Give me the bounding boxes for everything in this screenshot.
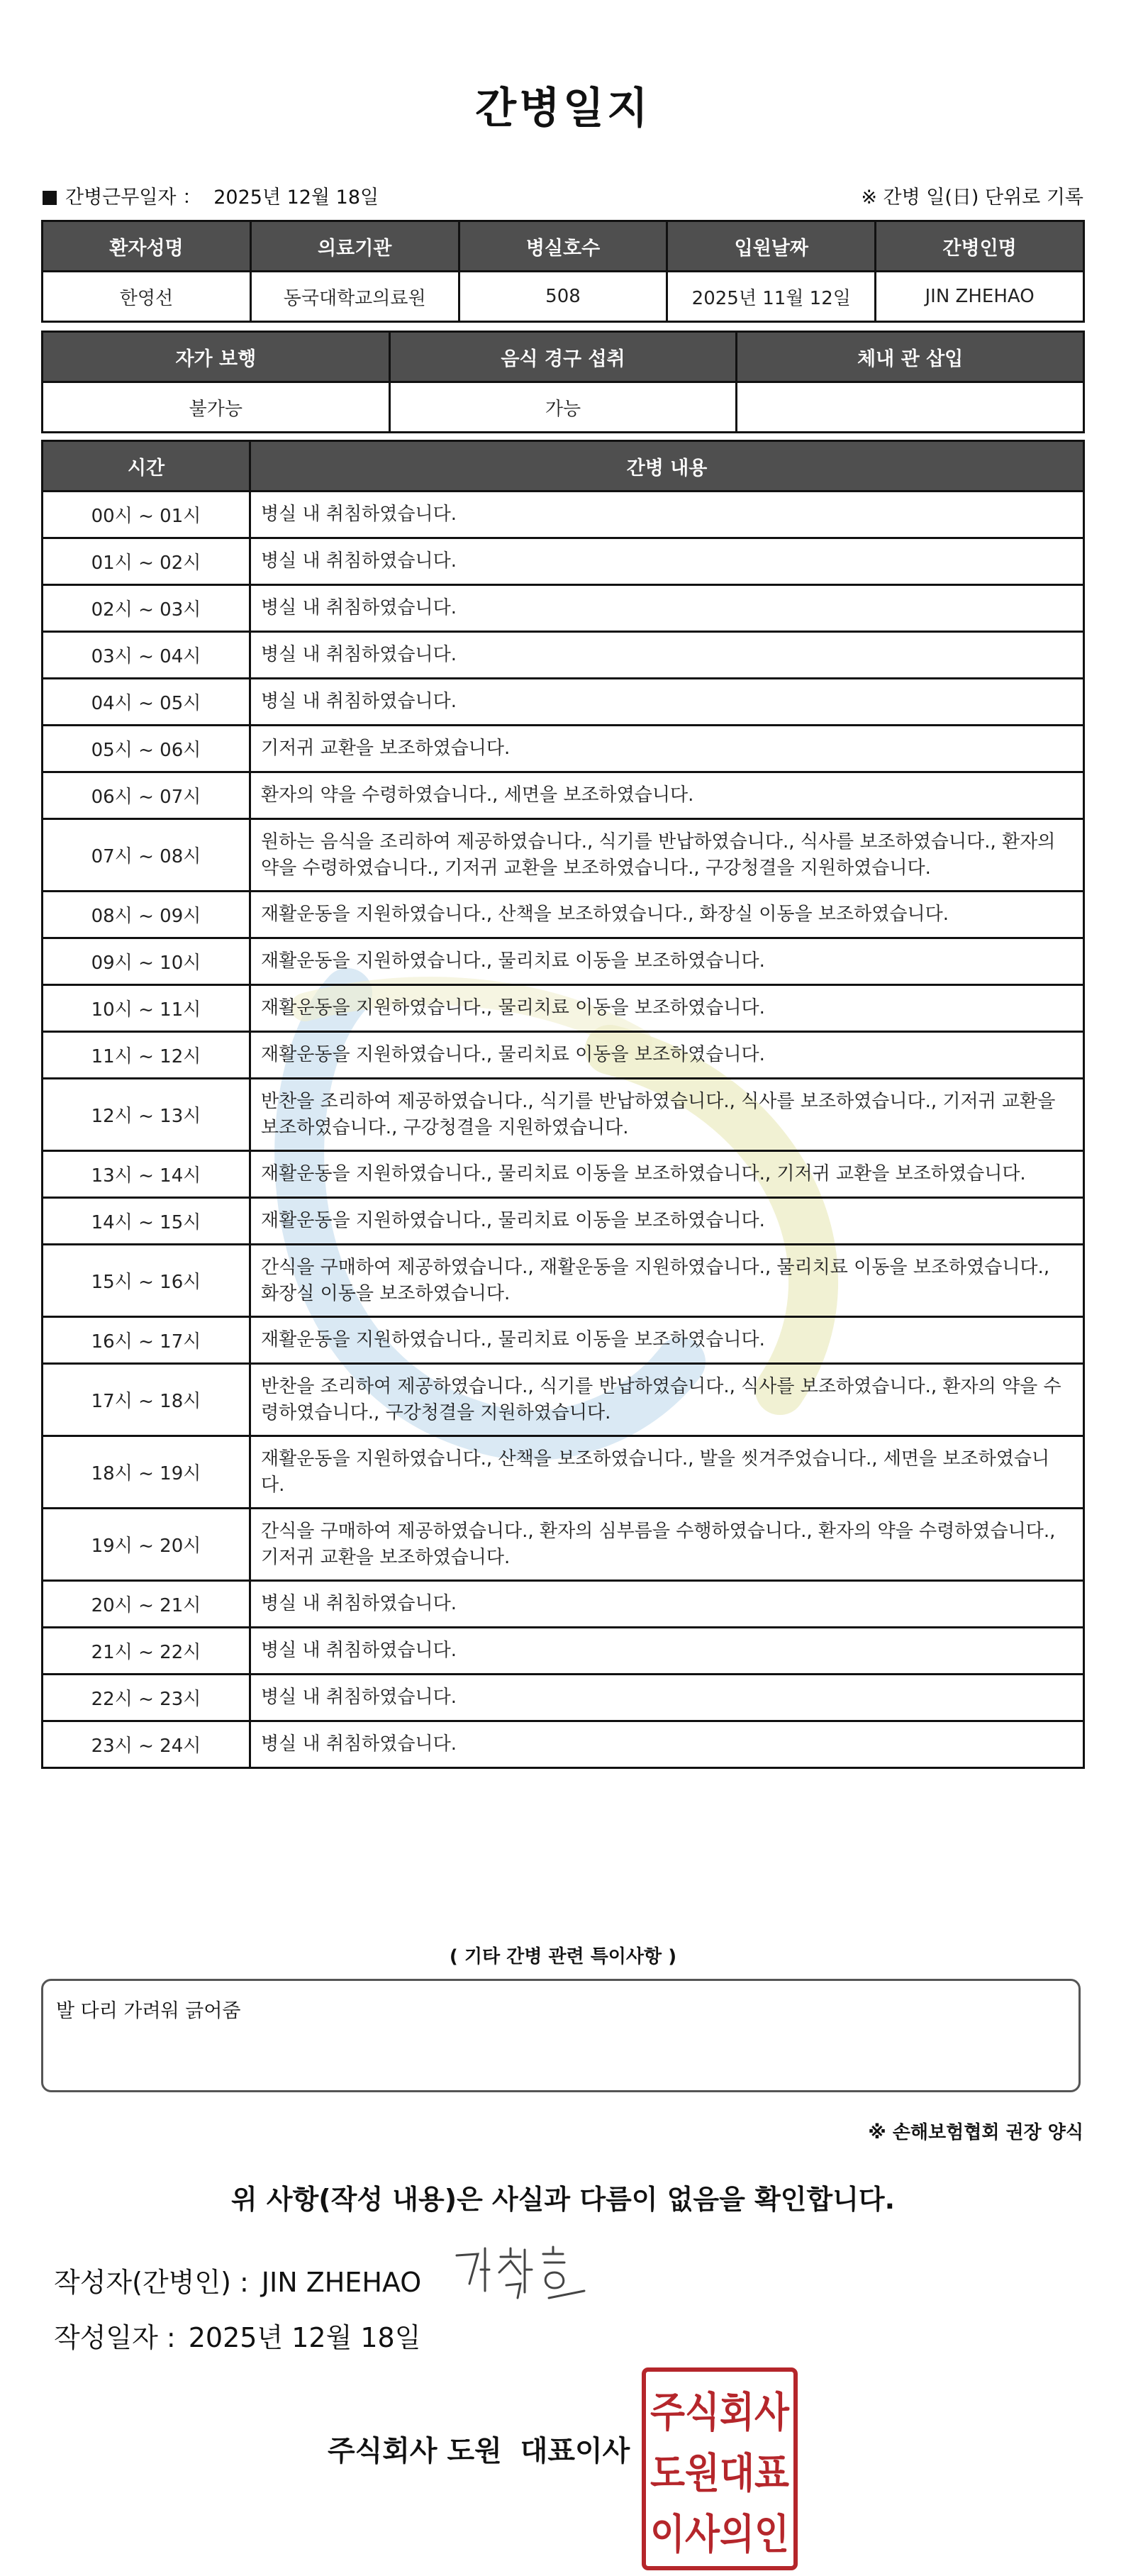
log-content: 재활운동을 지원하였습니다., 물리치료 이동을 보조하였습니다., 기저귀 교환을 보조하였습니다. xyxy=(250,1151,1084,1198)
status-value-row xyxy=(43,382,1084,433)
standard-form-note: ※ 손해보험협회 권장 양식 xyxy=(868,2122,1083,2143)
written-date-line xyxy=(54,2316,420,2355)
header-tube-insertion: 체내 관 삽입 xyxy=(737,332,1084,382)
log-body xyxy=(43,492,1084,1768)
log-row xyxy=(43,892,1084,938)
log-row xyxy=(43,1364,1084,1436)
log-row xyxy=(43,1079,1084,1151)
log-content: 반찬을 조리하여 제공하였습니다., 식기를 반납하였습니다., 식사를 보조하였습니다., 환자의 약을 수령하였습니다., 구강청결을 지원하였습니다. xyxy=(250,1364,1084,1436)
written-date-label: 작성일자 : xyxy=(54,2322,176,2353)
patient-status-table xyxy=(41,331,1085,433)
log-content: 반찬을 조리하여 제공하였습니다., 식기를 반납하였습니다., 식사를 보조하였습니다., 기저귀 교환을 보조하였습니다., 구강청결을 지원하였습니다. xyxy=(250,1079,1084,1151)
handwritten-signature xyxy=(450,2241,591,2305)
log-time: 15시 ~ 16시 xyxy=(43,1245,250,1317)
log-row xyxy=(43,1721,1084,1768)
confirmation-statement: 위 사항(작성 내용)은 사실과 다름이 없음을 확인합니다. xyxy=(230,2184,896,2215)
log-time: 08시 ~ 09시 xyxy=(43,892,250,938)
square-bullet-icon xyxy=(43,191,57,205)
log-time: 19시 ~ 20시 xyxy=(43,1509,250,1581)
patient-name: 한영선 xyxy=(43,272,251,322)
log-content: 간식을 구매하여 제공하였습니다., 환자의 심부름을 수행하였습니다., 환자의 약을 수령하였습니다., 기저귀 교환을 보조하였습니다. xyxy=(250,1509,1084,1581)
log-row xyxy=(43,1151,1084,1198)
log-row xyxy=(43,632,1084,679)
admission-date: 2025년 11월 12일 xyxy=(667,272,876,322)
log-time: 11시 ~ 12시 xyxy=(43,1032,250,1079)
log-row xyxy=(43,585,1084,632)
log-time: 10시 ~ 11시 xyxy=(43,985,250,1032)
log-content: 재활운동을 지원하였습니다., 산책을 보조하였습니다., 발을 씻겨주었습니다., 세면을 보조하였습니다. xyxy=(250,1436,1084,1509)
header-caregiver-name: 간병인명 xyxy=(876,221,1084,272)
log-content: 병실 내 취침하였습니다. xyxy=(250,1628,1084,1675)
header-patient-name: 환자성명 xyxy=(43,221,251,272)
log-content: 재활운동을 지원하였습니다., 물리치료 이동을 보조하였습니다. xyxy=(250,1198,1084,1245)
self-walking-value: 불가능 xyxy=(43,382,390,433)
log-row xyxy=(43,1032,1084,1079)
log-row xyxy=(43,938,1084,985)
log-row xyxy=(43,1198,1084,1245)
log-content: 환자의 약을 수령하였습니다., 세면을 보조하였습니다. xyxy=(250,772,1084,819)
log-row xyxy=(43,819,1084,892)
log-time: 22시 ~ 23시 xyxy=(43,1675,250,1721)
log-header-row xyxy=(43,441,1084,492)
log-time: 04시 ~ 05시 xyxy=(43,679,250,726)
oral-intake-value: 가능 xyxy=(389,382,737,433)
log-row xyxy=(43,1317,1084,1364)
log-time: 12시 ~ 13시 xyxy=(43,1079,250,1151)
notes-title: ( 기타 간병 관련 특이사항 ) xyxy=(449,1946,677,1967)
company-seal-stamp xyxy=(641,2367,798,2571)
log-row xyxy=(43,1436,1084,1509)
svg-text:이사의인: 이사의인 xyxy=(650,2510,789,2558)
log-time: 17시 ~ 18시 xyxy=(43,1364,250,1436)
log-content: 병실 내 취침하였습니다. xyxy=(250,538,1084,585)
log-row xyxy=(43,1581,1084,1628)
log-row xyxy=(43,1509,1084,1581)
log-row xyxy=(43,1628,1084,1675)
log-time: 14시 ~ 15시 xyxy=(43,1198,250,1245)
log-content: 병실 내 취침하였습니다. xyxy=(250,585,1084,632)
svg-text:주식회사: 주식회사 xyxy=(650,2388,790,2436)
log-time: 05시 ~ 06시 xyxy=(43,726,250,772)
log-row xyxy=(43,1675,1084,1721)
log-content: 원하는 음식을 조리하여 제공하였습니다., 식기를 반납하였습니다., 식사를 보조하였습니다., 환자의 약을 수령하였습니다., 기저귀 교환을 보조하였습니다., 구강청결을 지원하였습니다. xyxy=(250,819,1084,892)
log-content: 기저귀 교환을 보조하였습니다. xyxy=(250,726,1084,772)
log-row xyxy=(43,726,1084,772)
log-time: 07시 ~ 08시 xyxy=(43,819,250,892)
log-content: 재활운동을 지원하였습니다., 산책을 보조하였습니다., 화장실 이동을 보조하였습니다. xyxy=(250,892,1084,938)
log-content: 병실 내 취침하였습니다. xyxy=(250,1721,1084,1768)
document-title: 간병일지 xyxy=(475,84,651,133)
log-content: 병실 내 취침하였습니다. xyxy=(250,492,1084,538)
log-time: 16시 ~ 17시 xyxy=(43,1317,250,1364)
log-content: 병실 내 취침하였습니다. xyxy=(250,1675,1084,1721)
log-time: 06시 ~ 07시 xyxy=(43,772,250,819)
log-content: 간식을 구매하여 제공하였습니다., 재활운동을 지원하였습니다., 물리치료 이동을 보조하였습니다., 화장실 이동을 보조하였습니다. xyxy=(250,1245,1084,1317)
writer-line xyxy=(54,2260,421,2299)
company-title: 대표이사 xyxy=(520,2435,630,2467)
patient-info-header-row xyxy=(43,221,1084,272)
log-time: 09시 ~ 10시 xyxy=(43,938,250,985)
log-time: 00시 ~ 01시 xyxy=(43,492,250,538)
log-row xyxy=(43,772,1084,819)
log-row xyxy=(43,492,1084,538)
patient-info-table xyxy=(41,220,1085,323)
notes-box: 발 다리 가려워 긁어줌 xyxy=(41,1979,1081,2092)
log-time: 20시 ~ 21시 xyxy=(43,1581,250,1628)
care-date-label: 간병근무일자 ： xyxy=(65,187,202,209)
log-content: 재활운동을 지원하였습니다., 물리치료 이동을 보조하였습니다. xyxy=(250,985,1084,1032)
written-date-value: 2025년 12월 18일 xyxy=(188,2322,421,2353)
log-row xyxy=(43,1245,1084,1317)
writer-name: JIN ZHEHAO xyxy=(261,2267,422,2298)
log-content: 재활운동을 지원하였습니다., 물리치료 이동을 보조하였습니다. xyxy=(250,1317,1084,1364)
header-oral-intake: 음식 경구 섭취 xyxy=(389,332,737,382)
room-number: 508 xyxy=(459,272,667,322)
log-time: 02시 ~ 03시 xyxy=(43,585,250,632)
log-time: 01시 ~ 02시 xyxy=(43,538,250,585)
header-time: 시간 xyxy=(43,441,250,492)
log-time: 23시 ~ 24시 xyxy=(43,1721,250,1768)
hospital-name: 동국대학교의료원 xyxy=(250,272,459,322)
tube-insertion-value xyxy=(737,382,1084,433)
unit-note: ※ 간병 일(日) 단위로 기록 xyxy=(861,187,1083,209)
log-time: 18시 ~ 19시 xyxy=(43,1436,250,1509)
log-row xyxy=(43,985,1084,1032)
patient-info-value-row xyxy=(43,272,1084,322)
care-log-table xyxy=(41,440,1085,1769)
header-care-content: 간병 내용 xyxy=(250,441,1084,492)
status-header-row xyxy=(43,332,1084,382)
company-line xyxy=(328,2428,630,2469)
caregiver-name: JIN ZHEHAO xyxy=(876,272,1084,322)
log-time: 21시 ~ 22시 xyxy=(43,1628,250,1675)
company-name: 주식회사 도원 xyxy=(328,2435,502,2467)
header-room-number: 병실호수 xyxy=(459,221,667,272)
log-row xyxy=(43,538,1084,585)
header-self-walking: 자가 보행 xyxy=(43,332,390,382)
log-content: 병실 내 취침하였습니다. xyxy=(250,1581,1084,1628)
log-content: 병실 내 취침하였습니다. xyxy=(250,632,1084,679)
care-date-line xyxy=(43,182,379,209)
svg-text:도원대표: 도원대표 xyxy=(650,2449,789,2497)
log-content: 재활운동을 지원하였습니다., 물리치료 이동을 보조하였습니다. xyxy=(250,938,1084,985)
header-admission-date: 입원날짜 xyxy=(667,221,876,272)
log-time: 13시 ~ 14시 xyxy=(43,1151,250,1198)
log-row xyxy=(43,679,1084,726)
writer-label: 작성자(간병인) : xyxy=(54,2267,249,2298)
header-hospital: 의료기관 xyxy=(250,221,459,272)
log-time: 03시 ~ 04시 xyxy=(43,632,250,679)
log-content: 병실 내 취침하였습니다. xyxy=(250,679,1084,726)
log-content: 재활운동을 지원하였습니다., 물리치료 이동을 보조하였습니다. xyxy=(250,1032,1084,1079)
care-date-value: 2025년 12월 18일 xyxy=(213,187,379,209)
